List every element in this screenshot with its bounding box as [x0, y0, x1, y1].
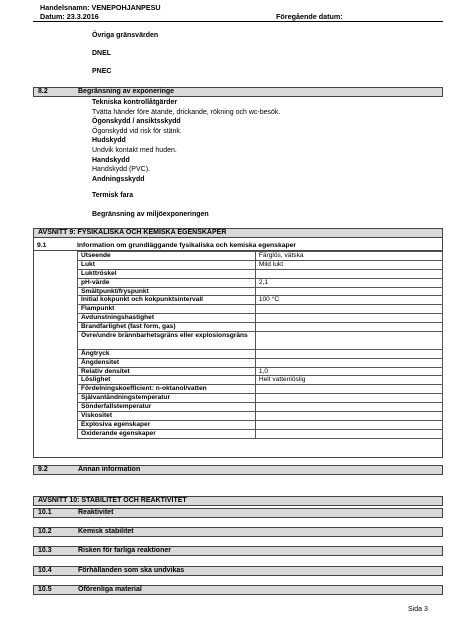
section-title: AVSNITT 10: STABILITET OCH REAKTIVITET: [38, 497, 187, 504]
subsection-10-5-bar: [33, 585, 443, 595]
section-title: AVSNITT 9: FYSIKALISKA OCH KEMISKA EGENSKAPER: [38, 229, 227, 236]
property-name: Självantändningstemperatur: [78, 394, 256, 403]
property-row: [78, 420, 443, 429]
property-value: [255, 412, 442, 421]
property-value: [255, 287, 442, 296]
subsection-title: Risken för farliga reaktioner: [78, 547, 171, 554]
property-value: [255, 269, 442, 278]
subsection-title: Oförenliga material: [78, 586, 142, 593]
subsection-number: 10.3: [38, 547, 52, 554]
property-row: [78, 287, 443, 296]
property-value: [255, 420, 442, 429]
property-row: [78, 323, 443, 332]
subsection-8-2-bar: [33, 87, 443, 97]
product-name: Handelsnamn: VENEPOHJANPESU: [40, 3, 161, 12]
property-name: Övre/undre brännbarhetsgräns eller explosionsgräns: [78, 332, 256, 350]
property-row: [78, 412, 443, 421]
previous-date: Föregående datum:: [276, 12, 343, 21]
subsection-title: Reaktivitet: [78, 509, 114, 516]
property-name: Explosiva egenskaper: [78, 420, 256, 429]
property-name: Brandfarlighet (fast form, gas): [78, 323, 256, 332]
exposure-instruction: Undvik kontakt med huden.: [92, 146, 177, 154]
section-10-bar: [33, 496, 443, 506]
subsection-title: Förhållanden som ska undvikas: [78, 567, 185, 574]
exposure-instruction: Handskydd (PVC).: [92, 166, 150, 174]
property-row: [78, 358, 443, 367]
thermal-hazard-heading: Termisk fara: [92, 192, 134, 199]
subsection-title: Begränsning av exponeringe: [78, 88, 175, 95]
property-value: Mild lukt: [255, 260, 442, 269]
property-row: [78, 252, 443, 261]
property-name: pH-värde: [78, 278, 256, 287]
property-value: [255, 323, 442, 332]
property-name: Lukttröskel: [78, 269, 256, 278]
subsection-title: Kemisk stabilitet: [78, 528, 134, 535]
subsection-10-4-bar: [33, 566, 443, 576]
property-name: Relativ densitet: [78, 367, 256, 376]
property-value: [255, 305, 442, 314]
subsection-9-1-title: Information om grundläggande fysikaliska och kemiska egenskaper: [77, 242, 297, 249]
property-value: [255, 314, 442, 323]
property-row: [78, 260, 443, 269]
property-name: Löslighet: [78, 376, 256, 385]
property-value: [255, 349, 442, 358]
property-row: [78, 376, 443, 385]
property-value: 1,0: [255, 367, 442, 376]
subsection-number: 10.2: [38, 528, 52, 535]
property-row: [78, 349, 443, 358]
property-value: [255, 429, 442, 438]
other-limit-values-heading: Övriga gränsvärden: [92, 32, 159, 39]
property-value: [255, 394, 442, 403]
property-name: Ångdensitet: [78, 358, 256, 367]
property-row: [78, 394, 443, 403]
environmental-exposure-heading: Begränsning av miljöexponeringen: [92, 211, 209, 218]
property-name: Lukt: [78, 260, 256, 269]
subsection-9-1-number: 9.1: [37, 242, 47, 249]
property-value: [255, 403, 442, 412]
subsection-number: 9.2: [38, 466, 48, 473]
property-value: [255, 332, 442, 350]
properties-table: [77, 251, 443, 439]
exposure-instruction: Ögonskydd vid risk för stänk.: [92, 127, 182, 135]
property-name: Avdunstningshastighet: [78, 314, 256, 323]
exposure-subheading: Hudskydd: [92, 137, 126, 145]
property-name: Ångtryck: [78, 349, 256, 358]
property-row: [78, 367, 443, 376]
subsection-9-2-bar: [33, 465, 443, 475]
exposure-controls-list: [92, 98, 280, 184]
property-value: Helt vattenlöslig: [255, 376, 442, 385]
property-name: Sönderfallstemperatur: [78, 403, 256, 412]
subsection-number: 10.5: [38, 586, 52, 593]
property-name: Fördelningskoefficient: n-oktanol/vatten: [78, 385, 256, 394]
exposure-instruction: Tvätta händer före ätande, drickande, rökning och wc-besök.: [92, 108, 281, 116]
property-value: 2,1: [255, 278, 442, 287]
property-name: Initial kokpunkt och kokpunktsintervall: [78, 296, 256, 305]
property-name: Viskositet: [78, 412, 256, 421]
property-name: Flampunkt: [78, 305, 256, 314]
subsection-number: 8.2: [38, 88, 48, 95]
subsection-10-3-bar: [33, 546, 443, 556]
property-value: 100 °C: [255, 296, 442, 305]
property-row: [78, 314, 443, 323]
property-row: [78, 385, 443, 394]
header-divider: [33, 21, 443, 22]
exposure-subheading: Andningsskydd: [92, 175, 145, 183]
property-name: Utseende: [78, 252, 256, 261]
document-date: Datum: 23.3.2016: [40, 12, 99, 21]
property-row: [78, 429, 443, 438]
exposure-subheading: Handskydd: [92, 156, 130, 164]
property-row: [78, 269, 443, 278]
subsection-number: 10.1: [38, 509, 52, 516]
property-name: Oxiderande egenskaper: [78, 429, 256, 438]
dnel-heading: DNEL: [92, 50, 112, 57]
property-name: Smältpunkt/fryspunkt: [78, 287, 256, 296]
exposure-subheading: Ögonskydd / ansiktsskydd: [92, 118, 181, 126]
property-row: [78, 332, 443, 350]
property-row: [78, 305, 443, 314]
property-row: [78, 278, 443, 287]
exposure-subheading: Tekniska kontrollåtgärder: [92, 99, 178, 106]
subsection-number: 10.4: [38, 567, 52, 574]
property-value: [255, 358, 442, 367]
page-number: Sida 3: [408, 606, 428, 613]
property-row: [78, 296, 443, 305]
property-value: [255, 385, 442, 394]
subsection-10-1-bar: [33, 508, 443, 518]
property-row: [78, 403, 443, 412]
subsection-title: Annan information: [78, 466, 141, 473]
property-value: Färglös, vätska: [255, 252, 442, 261]
pnec-heading: PNEC: [92, 68, 112, 75]
subsection-10-2-bar: [33, 527, 443, 537]
